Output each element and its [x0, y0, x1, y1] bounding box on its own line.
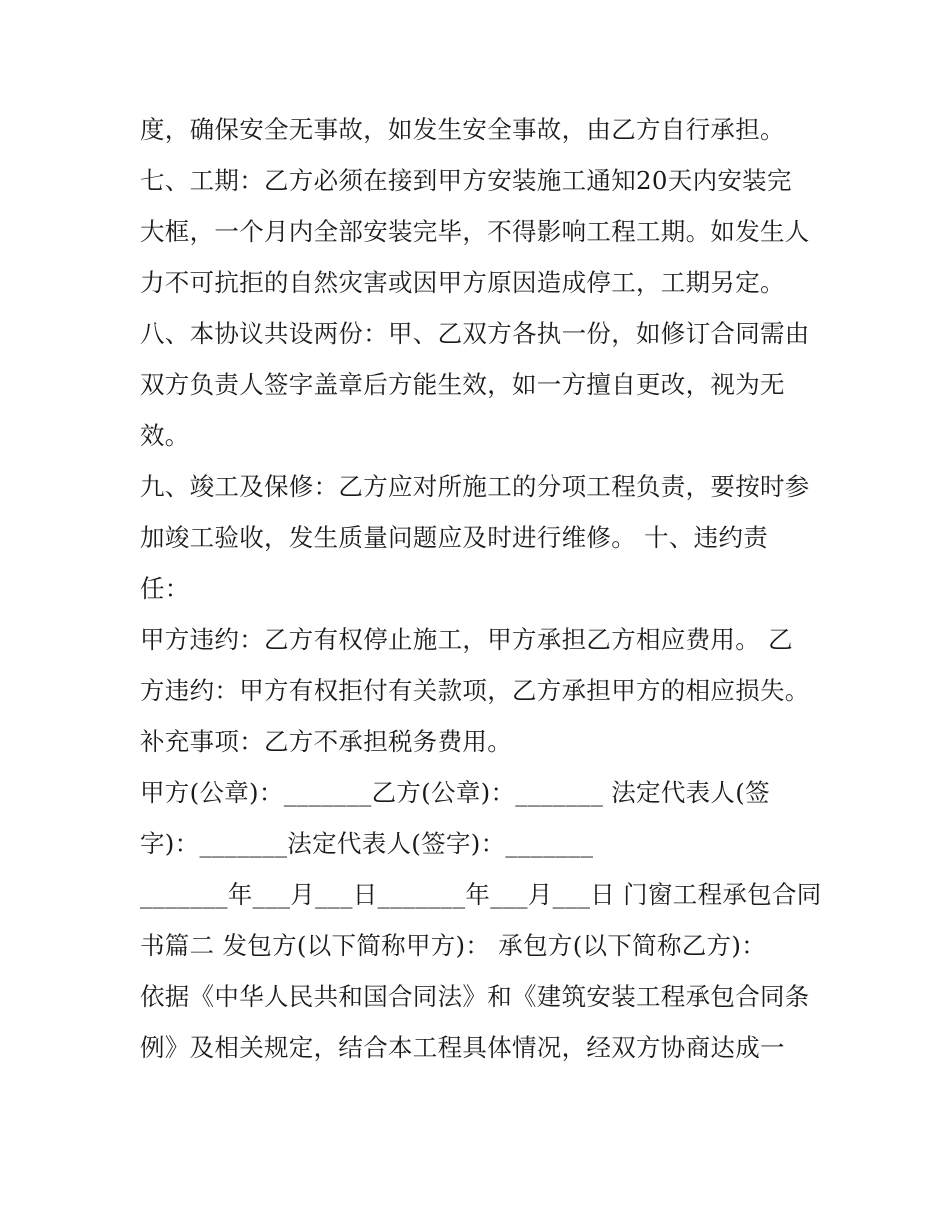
- text-line: 效。: [140, 421, 190, 450]
- text-line: 方违约：甲方有权拒付有关款项，乙方承担甲方的相应损失。: [140, 676, 810, 705]
- text-line: 七、工期：乙方必须在接到甲方安装施工通知20天内安装完: [140, 166, 792, 195]
- text-line: 字)：_______法定代表人(签字)：_______: [140, 829, 594, 858]
- text-line: 任：: [140, 574, 190, 603]
- text-line: 九、竣工及保修：乙方应对所施工的分项工程负责，要按时参: [140, 472, 810, 501]
- contract-text-body: [140, 104, 830, 1073]
- text-line: 八、本协议共设两份：甲、乙双方各执一份，如修订合同需由: [140, 319, 810, 348]
- text-line: _______年___月___日_______年___月___日 门窗工程承包合同: [140, 880, 822, 909]
- text-line: 双方负责人签字盖章后方能生效，如一方擅自更改，视为无: [140, 370, 785, 399]
- text-line: 甲方违约：乙方有权停止施工，甲方承担乙方相应费用。 乙: [140, 625, 793, 654]
- text-line: 补充事项：乙方不承担税务费用。: [140, 727, 512, 756]
- text-line: 甲方(公章)：_______乙方(公章)：_______ 法定代表人(签: [140, 778, 770, 807]
- text-line: 依据《中华人民共和国合同法》和《建筑安装工程承包合同条: [140, 982, 810, 1011]
- text-line: 大框，一个月内全部安装完毕，不得影响工程工期。如发生人: [140, 217, 810, 246]
- text-line: 加竣工验收，发生质量问题应及时进行维修。 十、违约责: [140, 523, 769, 552]
- text-line: 度，确保安全无事故，如发生安全事故，由乙方自行承担。: [140, 115, 785, 144]
- text-line: 例》及相关规定，结合本工程具体情况，经双方协商达成一: [140, 1033, 785, 1062]
- text-line: 书篇二 发包方(以下简称甲方)： 承包方(以下简称乙方)：: [140, 931, 767, 960]
- text-line: 力不可抗拒的自然灾害或因甲方原因造成停工，工期另定。: [140, 268, 785, 297]
